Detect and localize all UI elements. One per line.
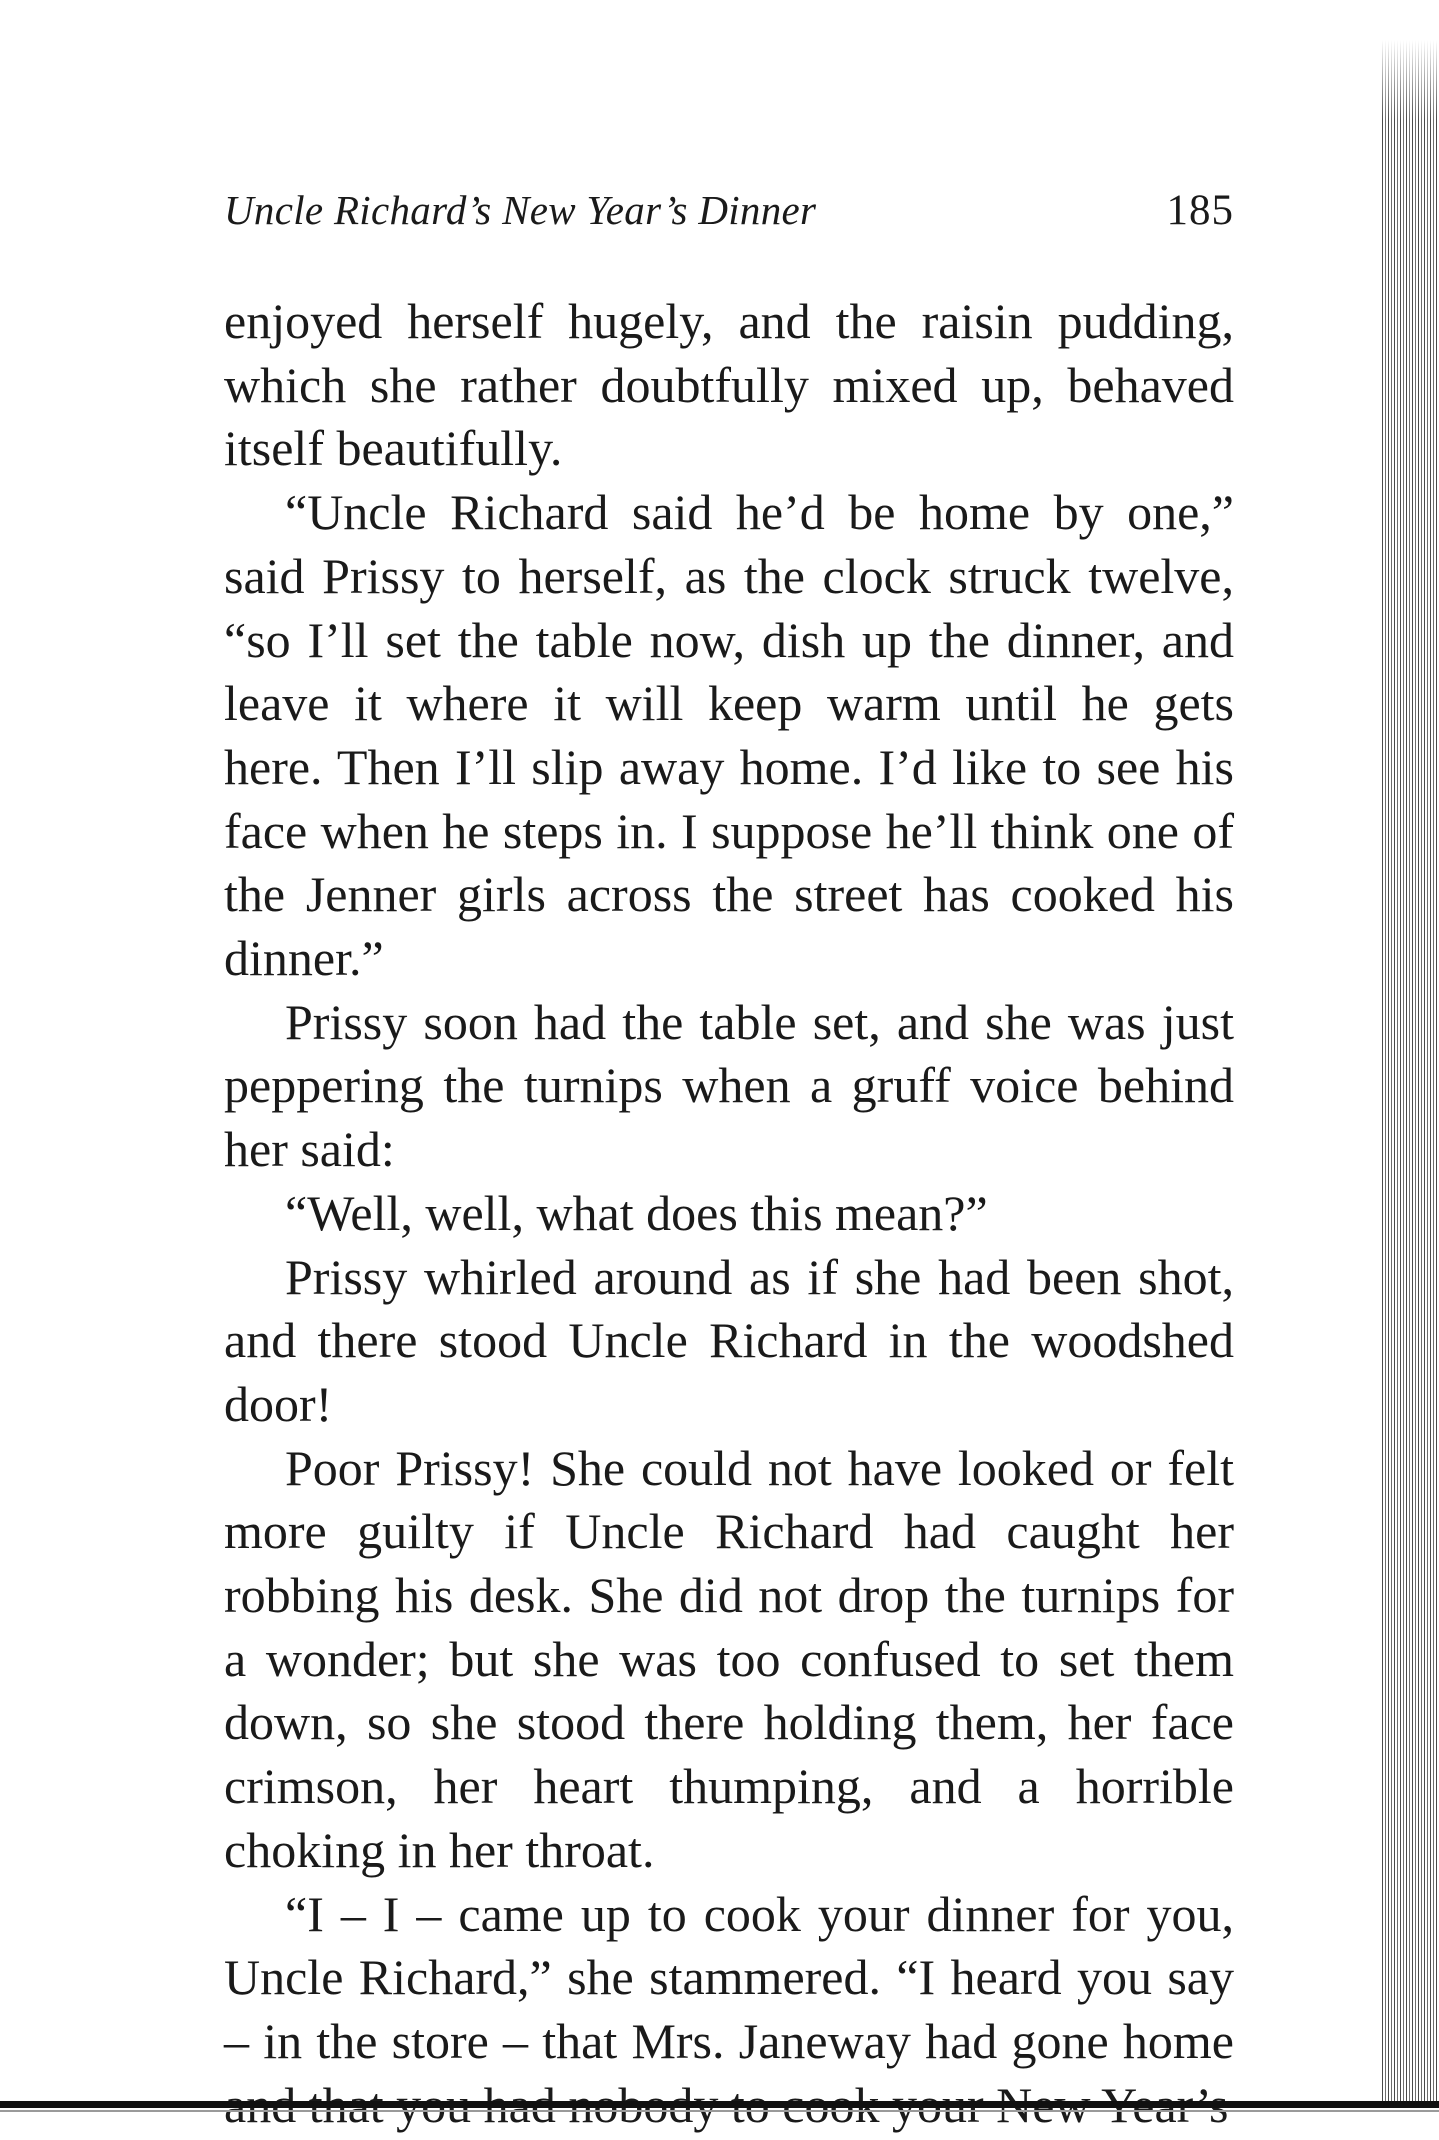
paragraph-5: Prissy whirled around as if she had been shot, and there stood Uncle Richard in the woodshed door!: [224, 1248, 1234, 1432]
paragraph-6: Poor Prissy! She could not have looked or felt more guilty if Uncle Richard had caught her robbing his desk. She did not drop the turnips for a wonder; but she was too confused to set them down, so she stood there holding them, her face crimson, her heart thumping, and a horrible choking in her throat.: [224, 1439, 1234, 1878]
paragraph-3: Prissy soon had the table set, and she was just peppering the turnips when a gruff voice behind her said:: [224, 993, 1234, 1178]
running-head: [224, 186, 1234, 246]
scan-edge-fade: [1382, 40, 1439, 120]
chapter-title: Uncle Richard’s New Year’s Dinner: [224, 187, 817, 233]
paragraph-1: enjoyed herself hugely, and the raisin pudding, which she rather doubtfully mixed up, behaved itself beautifully.: [224, 293, 1234, 477]
page-number: 185: [1166, 187, 1234, 234]
paragraph-2: “Uncle Richard said he’d be home by one,” said Prissy to herself, as the clock struck twelve, “so I’ll set the table now, dish up the dinner, and leave it where it will keep warm until he gets here. Then I’ll slip away home. I’d like to see his face when he steps in. I suppose he’ll think one of the Jenner girls across the street has cooked his dinner.”: [224, 484, 1234, 987]
body-text: [224, 290, 1234, 2137]
scan-edge-artifact: [1382, 40, 1439, 2102]
bottom-scan-border-faint: [0, 2110, 1439, 2112]
paragraph-7: “I – I – came up to cook your dinner for you, Uncle Richard,” she stammered. “I heard you say – in the store – that Mrs. Janeway had gone home: [224, 1885, 1234, 2069]
bottom-scan-border: [0, 2101, 1439, 2108]
paragraph-4: “Well, well, what does this mean?”: [285, 1184, 988, 1241]
